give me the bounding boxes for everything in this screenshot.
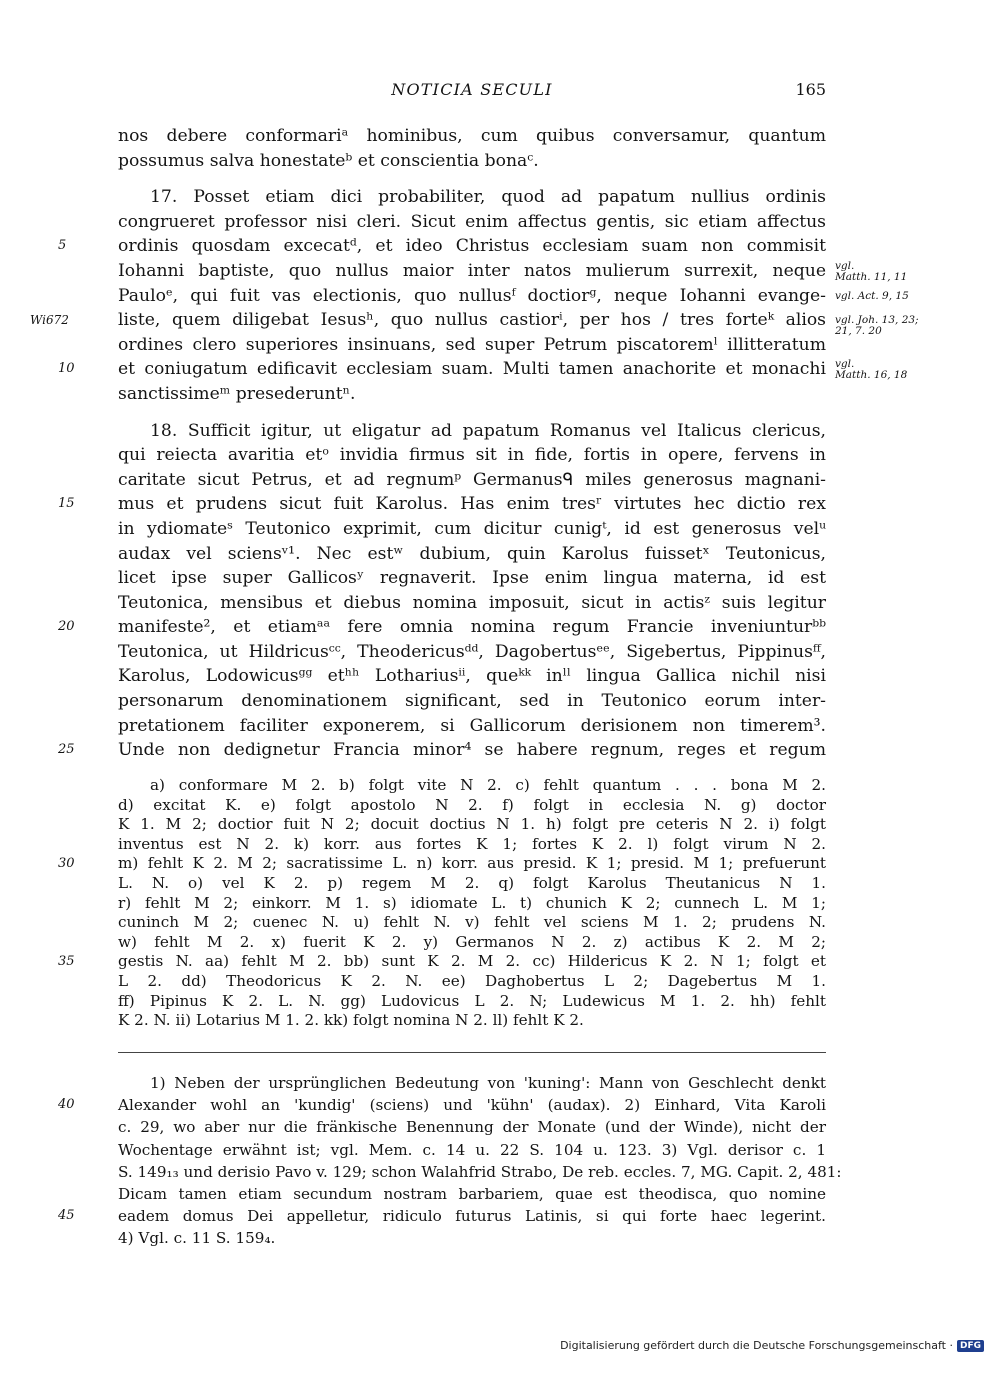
main-line	[58, 738, 826, 763]
main-line	[118, 259, 826, 284]
main-line	[30, 308, 826, 333]
main-line-text: sanctissimeᵐ presederuntⁿ.	[118, 383, 356, 404]
main-line-text: possumus salva honestateᵇ et conscientia bonaᶜ.	[118, 150, 539, 171]
main-line	[118, 591, 826, 616]
main-line-text: congrueret professor nisi cleri. Sicut enim affectus gentis, sic etiam affectus	[118, 211, 826, 232]
note-line	[58, 1094, 826, 1116]
main-line-text: 17. Posset etiam dici probabiliter, quod ad papatum nullius ordinis	[150, 187, 826, 208]
credit-text: Digitalisierung gefördert durch die Deutsche Forschungsgemeinschaft ·	[560, 1339, 953, 1352]
main-line-text: Teutonica, mensibus et diebus nomina imposuit, sicut in actisᶻ suis legitur	[118, 592, 826, 613]
line-number: 45	[58, 1208, 75, 1224]
apparatus-line-text: w) fehlt M 2. x) fuerit K 2. y) Germanos N 2. z) actibus K 2. M 2;	[118, 932, 826, 951]
main-line	[118, 689, 826, 714]
margin-reference: vgl.	[835, 260, 855, 272]
margin-reference: 21, 7. 20	[835, 325, 882, 338]
apparatus-line-text: d) excitat K. e) folgt apostolo N 2. f) folgt in ecclesia N. g) doctor	[118, 795, 826, 814]
apparatus-line	[118, 835, 826, 855]
apparatus-line	[58, 952, 826, 972]
apparatus-line-text: cuninch M 2; cuenec N. u) fehlt N. v) fehlt vel sciens M 1. 2; prudens N.	[118, 913, 826, 932]
main-line-text: et coniugatum edificavit ecclesiam suam. Multi tamen anachorite et monachi	[118, 359, 826, 380]
main-line-text: manifeste², et etiamᵃᵃ fere omnia nomina regum Francie inveniunturᵇᵇ	[118, 617, 826, 638]
apparatus-line	[118, 992, 826, 1012]
note-line	[118, 1139, 826, 1161]
margin-reference: vgl. Act. 9, 15	[835, 289, 909, 302]
footnote-separator	[118, 1052, 826, 1053]
note-line	[118, 1116, 826, 1138]
main-line-text: Pauloᵉ, qui fuit vas electionis, quo nullusᶠ doctiorᵍ, neque Iohanni evange-	[118, 285, 826, 306]
apparatus-line-text: ff) Pipinus K 2. L. N. gg) Ludovicus L 2. N; Ludewicus M 1. 2. hh) fehlt	[118, 991, 826, 1010]
line-number: 35	[58, 954, 75, 970]
main-line-text: in ydiomateˢ Teutonico exprimit, cum dicitur cunigᵗ, id est generosus velᵘ	[118, 518, 826, 539]
main-line	[118, 419, 826, 444]
apparatus-line	[118, 933, 826, 953]
apparatus-line-text: inventus est N 2. k) korr. aus fortes K 1; fortes K 2. l) folgt virum N 2.	[118, 834, 826, 853]
main-line	[118, 185, 826, 210]
apparatus-line	[118, 776, 826, 796]
main-line-text: Unde non dedignetur Francia minor⁴ se habere regnum, reges et regum	[118, 740, 826, 761]
page-number: 165	[795, 80, 826, 99]
note-line-text: 4) Vgl. c. 11 S. 159₄.	[118, 1229, 276, 1248]
main-line	[118, 443, 826, 468]
main-line-text: caritate sicut Petrus, et ad regnumᵖ Germanusᑫ miles generosus magnani-	[118, 469, 826, 490]
note-line	[118, 1227, 826, 1249]
note-line-text: S. 149₁₃ und derisio Pavo v. 129; schon Walahfrid Strabo, De reb. eccles. 7, MG. Capit. 2, 481:	[118, 1162, 842, 1181]
main-line	[118, 124, 826, 149]
manuscript-page-marker: Wi672	[30, 313, 69, 328]
main-line	[118, 333, 826, 358]
main-line-text: mus et prudens sicut fuit Karolus. Has enim tresʳ virtutes hec dictio rex	[118, 494, 826, 515]
dfg-logo: DFG	[957, 1340, 984, 1352]
line-number: 30	[58, 856, 75, 872]
critical-apparatus	[58, 776, 826, 1031]
main-text	[30, 124, 826, 763]
main-line	[118, 566, 826, 591]
main-line	[118, 517, 826, 542]
apparatus-line	[118, 815, 826, 835]
main-line	[58, 615, 826, 640]
main-line-text: audax vel sciensᵛ¹. Nec estʷ dubium, quin Karolus fuissetˣ Teutonicus,	[118, 543, 826, 564]
apparatus-line-text: gestis N. aa) fehlt M 2. bb) sunt K 2. M 2. cc) Hildericus K 2. N 1; folgt et	[118, 952, 826, 971]
main-line-text: Iohanni baptiste, quo nullus maior inter natos mulierum surrexit, neque	[118, 260, 826, 281]
main-line	[118, 714, 826, 739]
main-line-text: nos debere conformariᵃ hominibus, cum quibus conversamur, quantum	[118, 126, 826, 146]
line-number: 15	[58, 496, 75, 512]
main-line	[58, 357, 826, 382]
line-number: 5	[58, 238, 67, 254]
apparatus-line-text: K 1. M 2; doctior fuit N 2; docuit doctius N 1. h) folgt pre ceteris N 2. i) folgt	[118, 815, 826, 834]
apparatus-line	[58, 854, 826, 874]
margin-reference: Matth. 16, 18	[835, 369, 908, 382]
note-line-text: 1) Neben der ursprünglichen Bedeutung von 'kuning': Mann von Geschlecht denkt	[150, 1074, 826, 1092]
main-line	[118, 149, 826, 174]
main-line-text: liste, quem diligebat Iesusʰ, quo nullus castiorⁱ, per hos / tres forteᵏ alios	[118, 310, 826, 331]
main-line-text: ordines clero superiores insinuans, sed super Petrum piscatoremˡ illitteratum	[118, 334, 826, 355]
apparatus-line	[118, 913, 826, 933]
main-line	[118, 542, 826, 567]
apparatus-line-text: r) fehlt M 2; einkorr. M 1. s) idiomate L. t) chunich K 2; cunnech L. M 1;	[118, 893, 826, 912]
note-line-text: Alexander wohl an 'kundig' (sciens) und 'kühn' (audax). 2) Einhard, Vita Karoli	[118, 1096, 826, 1115]
main-line	[118, 284, 826, 309]
note-line	[58, 1205, 826, 1227]
note-line-text: c. 29, wo aber nur die fränkische Benennung der Monate (und der Winde), nicht der	[118, 1118, 826, 1137]
main-line-text: 18. Sufficit igitur, ut eligatur ad papatum Romanus vel Italicus clericus,	[150, 420, 826, 441]
apparatus-line-text: m) fehlt K 2. M 2; sacratissime L. n) korr. aus presid. K 1; presid. M 1; prefuerunt	[118, 854, 826, 873]
main-line	[118, 664, 826, 689]
main-line	[118, 640, 826, 665]
paragraph-gap	[118, 407, 826, 419]
digitization-credit	[560, 1339, 984, 1352]
apparatus-line	[118, 1011, 826, 1031]
main-line	[118, 468, 826, 493]
running-head	[118, 80, 826, 102]
commentary-notes	[58, 1072, 842, 1250]
main-line	[58, 492, 826, 517]
main-line	[118, 210, 826, 235]
apparatus-line	[118, 796, 826, 816]
note-line-text: eadem domus Dei appelletur, ridiculo futurus Latinis, si qui forte haec legerint.	[118, 1207, 826, 1226]
apparatus-line-text: a) conformare M 2. b) folgt vite N 2. c) fehlt quantum . . . bona M 2.	[150, 776, 826, 794]
main-line-text: personarum denominationem significant, sed in Teutonico eorum inter-	[118, 691, 826, 712]
note-line	[118, 1183, 826, 1205]
apparatus-line-text: L 2. dd) Theodoricus K 2. N. ee) Daghobertus L 2; Dagebertus M 1.	[118, 971, 826, 990]
note-line	[118, 1161, 842, 1183]
apparatus-line	[118, 972, 826, 992]
main-line-text: licet ipse super Gallicosʸ regnaverit. Ipse enim lingua materna, id est	[118, 568, 826, 589]
margin-reference: vgl.	[835, 358, 855, 371]
line-number: 10	[58, 361, 75, 377]
main-line	[118, 382, 826, 407]
line-number: 20	[58, 619, 75, 635]
note-line	[118, 1072, 826, 1094]
main-line-text: ordinis quosdam excecatᵈ, et ideo Christus ecclesiam suam non commisit	[118, 236, 826, 257]
margin-reference: Matth. 11, 11	[835, 271, 908, 284]
running-title: NOTICIA SECULI	[391, 80, 553, 99]
line-number: 25	[58, 742, 75, 758]
main-line-text: Teutonica, ut Hildricusᶜᶜ, Theodericusᵈᵈ, Dagobertusᵉᵉ, Sigebertus, Pippinusᶠᶠ,	[118, 641, 826, 662]
note-line-text: Wochentage erwähnt ist; vgl. Mem. c. 14 u. 22 S. 104 u. 123. 3) Vgl. derisor c. 1	[118, 1140, 826, 1159]
apparatus-line-text: K 2. N. ii) Lotarius M 1. 2. kk) folgt nomina N 2. ll) fehlt K 2.	[118, 1011, 584, 1030]
apparatus-line	[118, 874, 826, 894]
apparatus-line-text: L. N. o) vel K 2. p) regem M 2. q) folgt Karolus Theutanicus N 1.	[118, 873, 826, 892]
main-line-text: qui reiecta avaritia etᵒ invidia firmus sit in fide, fortis in opere, fervens in	[118, 445, 826, 466]
main-line-text: Karolus, Lodowicusᵍᵍ etʰʰ Lothariusⁱⁱ, queᵏᵏ inˡˡ lingua Gallica nichil nisi	[118, 666, 826, 687]
margin-reference: vgl. Joh. 13, 23;	[835, 314, 919, 327]
note-line-text: Dicam tamen etiam secundum nostram barbariem, quae est theodisca, quo nomine	[118, 1184, 826, 1203]
apparatus-line	[118, 894, 826, 914]
line-number: 40	[58, 1097, 75, 1113]
paragraph-gap	[118, 173, 826, 185]
main-line	[58, 234, 826, 259]
main-line-text: pretationem faciliter exponerem, si Gallicorum derisionem non timerem³.	[118, 715, 826, 736]
